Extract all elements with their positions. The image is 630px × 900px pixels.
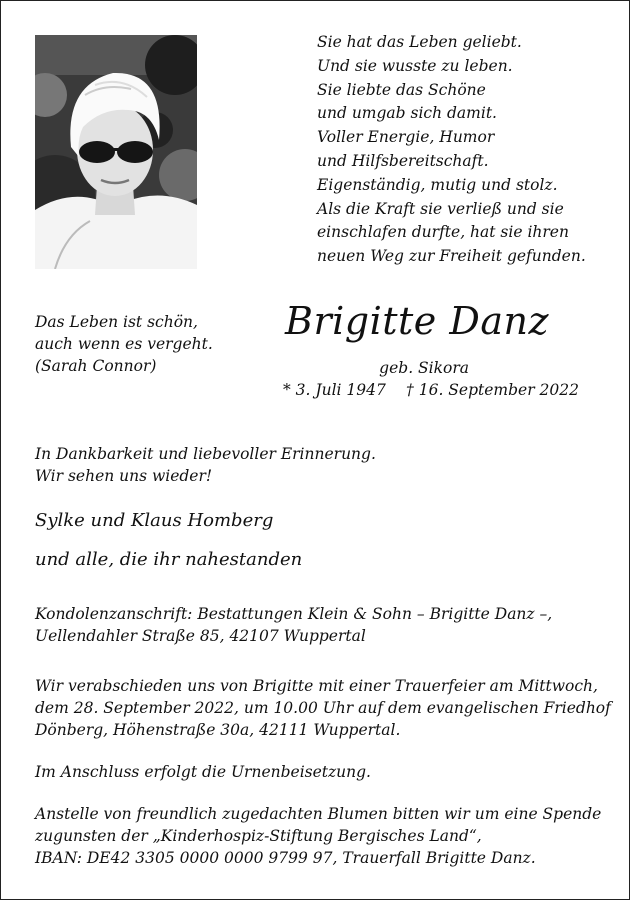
poem-line: Sie liebte das Schöne <box>317 80 486 99</box>
quote-line: auch wenn es vergeht. <box>35 335 213 353</box>
quote-author: (Sarah Connor) <box>35 357 157 375</box>
donation-line: zugunsten der „Kinderhospiz-Stiftung Bergisches Land“, <box>35 827 482 845</box>
gratitude-line: Wir sehen uns wieder! <box>35 467 213 485</box>
poem-line: und Hilfsbereitschaft. <box>317 151 489 170</box>
poem-line: neuen Weg zur Freiheit gefunden. <box>317 247 586 266</box>
birth-name: geb. Sikora <box>379 359 469 377</box>
gratitude <box>35 443 376 487</box>
life-dates <box>283 379 579 401</box>
poem <box>317 31 586 269</box>
family-others: und alle, die ihr nahestanden <box>35 549 303 570</box>
poem-line: einschlafen durfte, hat sie ihren <box>317 223 569 242</box>
donation-request <box>35 803 601 869</box>
poem-line: Sie hat das Leben geliebt. <box>317 33 522 51</box>
family-names: Sylke und Klaus Homberg <box>35 510 274 531</box>
gratitude-line: In Dankbarkeit und liebevoller Erinnerung. <box>35 445 376 463</box>
poem-line: Und sie wusste zu leben. <box>317 56 513 75</box>
birth-date: * 3. Juli 1947 <box>283 381 386 399</box>
poem-line: Eigenständig, mutig und stolz. <box>317 175 558 194</box>
ceremony-info <box>35 675 611 741</box>
poem-line: Voller Energie, Humor <box>317 128 495 147</box>
poem-line: und umgab sich damit. <box>317 104 497 123</box>
urn-burial: Im Anschluss erfolgt die Urnenbeisetzung. <box>35 763 371 781</box>
death-date: † 16. September 2022 <box>406 381 579 399</box>
ceremony-line: Dönberg, Höhenstraße 30a, 42111 Wuppertal. <box>35 721 401 739</box>
donation-line: Anstelle von freundlich zugedachten Blumen bitten wir um eine Spende <box>35 805 602 823</box>
portrait-photo-image <box>35 35 197 269</box>
condolence-line: Kondolenzanschrift: Bestattungen Klein & Sohn – Brigitte Danz –, <box>35 605 553 623</box>
poem-line: Als die Kraft sie verließ und sie <box>317 199 564 218</box>
condolence-address <box>35 603 552 647</box>
donation-line: IBAN: DE42 3305 0000 0000 9799 97, Trauerfall Brigitte Danz. <box>35 849 536 867</box>
ceremony-line: Wir verabschieden uns von Brigitte mit einer Trauerfeier am Mittwoch, <box>35 677 598 695</box>
deceased-name: Brigitte Danz <box>285 299 549 343</box>
ceremony-line: dem 28. September 2022, um 10.00 Uhr auf dem evangelischen Friedhof <box>35 699 611 717</box>
condolence-line: Uellendahler Straße 85, 42107 Wuppertal <box>35 627 366 645</box>
portrait-photo <box>35 35 197 269</box>
quote-line: Das Leben ist schön, <box>35 313 198 331</box>
